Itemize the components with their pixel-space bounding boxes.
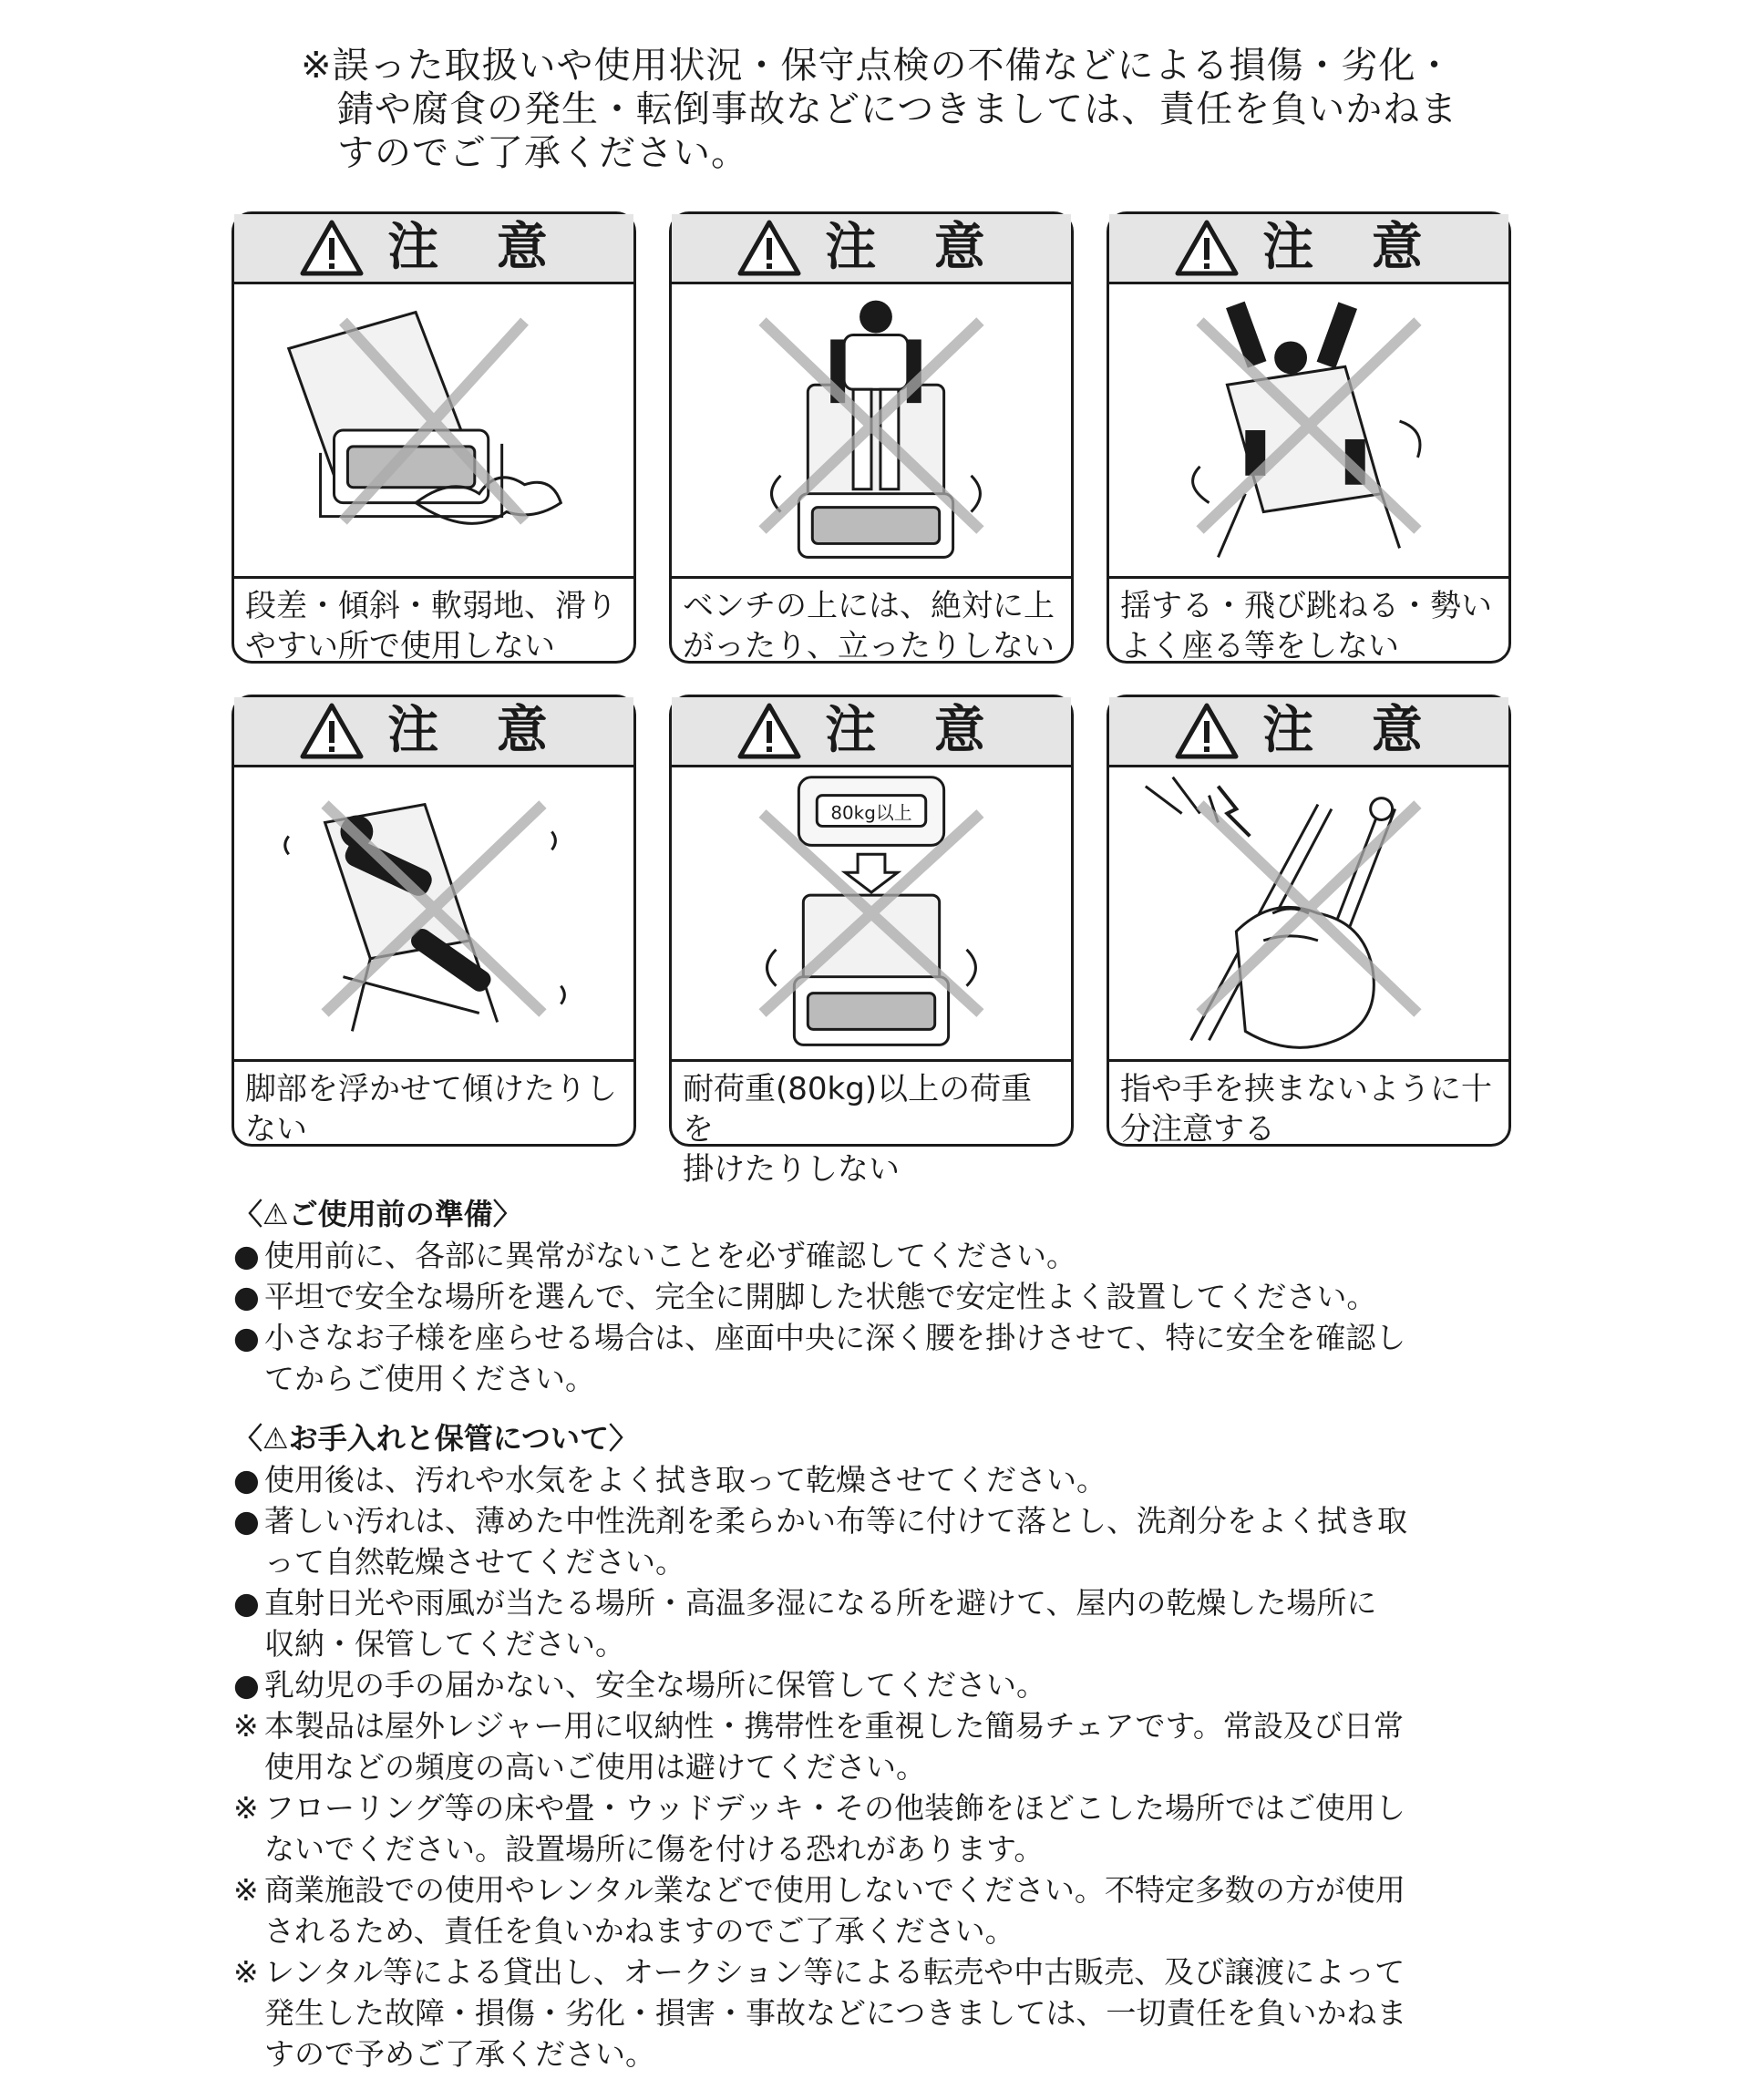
section-header: 〈⚠ご使用前の準備〉 bbox=[233, 1197, 522, 1231]
jumping-person-illustration bbox=[1109, 284, 1508, 579]
panel-title: 注 意 bbox=[387, 218, 568, 277]
list-item-continuation: ないでください。設置場所に傷を付ける恐れがあります。 bbox=[264, 1831, 1045, 1867]
panel-header bbox=[234, 214, 633, 284]
panel-caption: ベンチの上には、絶対に上 がったり、立ったりしない bbox=[683, 588, 1055, 664]
panel-caption: 揺する・飛び跳ねる・勢い よく座る等をしない bbox=[1120, 588, 1492, 664]
warning-triangle-icon bbox=[1175, 220, 1239, 276]
panel-header bbox=[1109, 214, 1508, 284]
list-item: ● 平坦で安全な場所を選んで、完全に開脚した状態で安定性よく設置してください。 bbox=[233, 1279, 1377, 1314]
list-item-continuation: すので予めご了承ください。 bbox=[264, 2036, 655, 2072]
disclaimer-line: すのでご了承ください。 bbox=[337, 132, 748, 174]
warning-triangle-icon bbox=[300, 220, 364, 276]
prep-section bbox=[233, 1194, 1546, 1399]
list-item-continuation: されるため、責任を負いかねますのでご了承ください。 bbox=[264, 1913, 1015, 1949]
list-item-continuation: 使用などの頻度の高いご使用は避けてください。 bbox=[264, 1749, 926, 1785]
panel-header bbox=[1109, 697, 1508, 767]
warning-triangle-icon bbox=[300, 703, 364, 759]
list-item: ● 乳幼児の手の届かない、安全な場所に保管してください。 bbox=[233, 1667, 1046, 1703]
warning-triangle-icon bbox=[737, 220, 801, 276]
care-section bbox=[233, 1418, 1546, 2074]
list-item-continuation: 発生した故障・損傷・劣化・損害・事故などにつきましては、一切責任を負いかねま bbox=[264, 1995, 1407, 2031]
caution-panel-load-limit bbox=[669, 695, 1074, 1188]
panel-title: 注 意 bbox=[1262, 701, 1443, 760]
list-item-continuation: 収納・保管してください。 bbox=[264, 1626, 625, 1662]
list-item: ● 使用後は、汚れや水気をよく拭き取って乾燥させてください。 bbox=[233, 1462, 1107, 1498]
caution-panel-standing-on-bench bbox=[669, 211, 1074, 664]
load-tag: 80kg以上 bbox=[830, 802, 912, 824]
warning-triangle-icon bbox=[737, 703, 801, 759]
list-item: ※ 本製品は屋外レジャー用に収納性・携帯性を重視した簡易チェアです。常設及び日常 bbox=[233, 1708, 1404, 1744]
disclaimer-line: ※誤った取扱いや使用状況・保守点検の不備などによる損傷・劣化・ bbox=[301, 45, 1454, 87]
panel-title: 注 意 bbox=[825, 218, 1005, 277]
panel-caption: 段差・傾斜・軟弱地、滑り やすい所で使用しない bbox=[245, 588, 617, 664]
caution-panel-uneven-ground bbox=[232, 211, 636, 664]
warning-triangle-icon bbox=[1175, 703, 1239, 759]
list-item: ● 使用前に、各部に異常がないことを必ず確認してください。 bbox=[233, 1238, 1076, 1273]
caution-panel-pinch-hazard bbox=[1107, 695, 1511, 1147]
standing-person-illustration bbox=[672, 284, 1071, 579]
tilted-chair-illustration bbox=[234, 284, 633, 579]
pinched-hand-illustration bbox=[1109, 767, 1508, 1062]
disclaimer-line: 錆や腐食の発生・転倒事故などにつきましては、責任を負いかねま bbox=[337, 88, 1458, 130]
list-item-continuation: てからご使用ください。 bbox=[264, 1361, 595, 1396]
list-item: ● 著しい汚れは、薄めた中性洗剤を柔らかい布等に付けて落とし、洗剤分をよく拭き取 bbox=[233, 1503, 1407, 1539]
list-item: ● 小さなお子様を座らせる場合は、座面中央に深く腰を掛けさせて、特に安全を確認し bbox=[233, 1320, 1406, 1355]
panel-header bbox=[234, 697, 633, 767]
caution-panel-jumping bbox=[1107, 211, 1511, 664]
list-item-continuation: って自然乾燥させてください。 bbox=[264, 1544, 685, 1580]
panel-header bbox=[672, 697, 1071, 767]
list-item: ● 直射日光や雨風が当たる場所・高温多湿になる所を避けて、屋内の乾燥した場所に bbox=[233, 1585, 1377, 1621]
caution-panel-tilting bbox=[232, 695, 636, 1147]
panel-title: 注 意 bbox=[387, 701, 568, 760]
list-item: ※ レンタル等による貸出し、オークション等による転売や中古販売、及び譲渡によって bbox=[233, 1954, 1405, 1990]
panel-header bbox=[672, 214, 1071, 284]
section-header: 〈⚠お手入れと保管について〉 bbox=[233, 1421, 639, 1456]
panel-caption: 指や手を挟まないように十 分注意する bbox=[1120, 1071, 1492, 1148]
weight-limit-illustration bbox=[672, 767, 1071, 1062]
top-disclaimer bbox=[301, 44, 1540, 175]
list-item: ※ フローリング等の床や畳・ウッドデッキ・その他装飾をほどこした場所ではご使用し bbox=[233, 1790, 1406, 1826]
list-item: ※ 商業施設での使用やレンタル業などで使用しないでください。不特定多数の方が使用 bbox=[233, 1872, 1405, 1908]
panel-title: 注 意 bbox=[825, 701, 1005, 760]
tilting-person-illustration bbox=[234, 767, 633, 1062]
panel-caption: 耐荷重(80kg)以上の荷重を 掛けたりしない bbox=[683, 1071, 1033, 1188]
panel-caption: 脚部を浮かせて傾けたりし ない bbox=[245, 1071, 617, 1148]
panel-title: 注 意 bbox=[1262, 218, 1443, 277]
